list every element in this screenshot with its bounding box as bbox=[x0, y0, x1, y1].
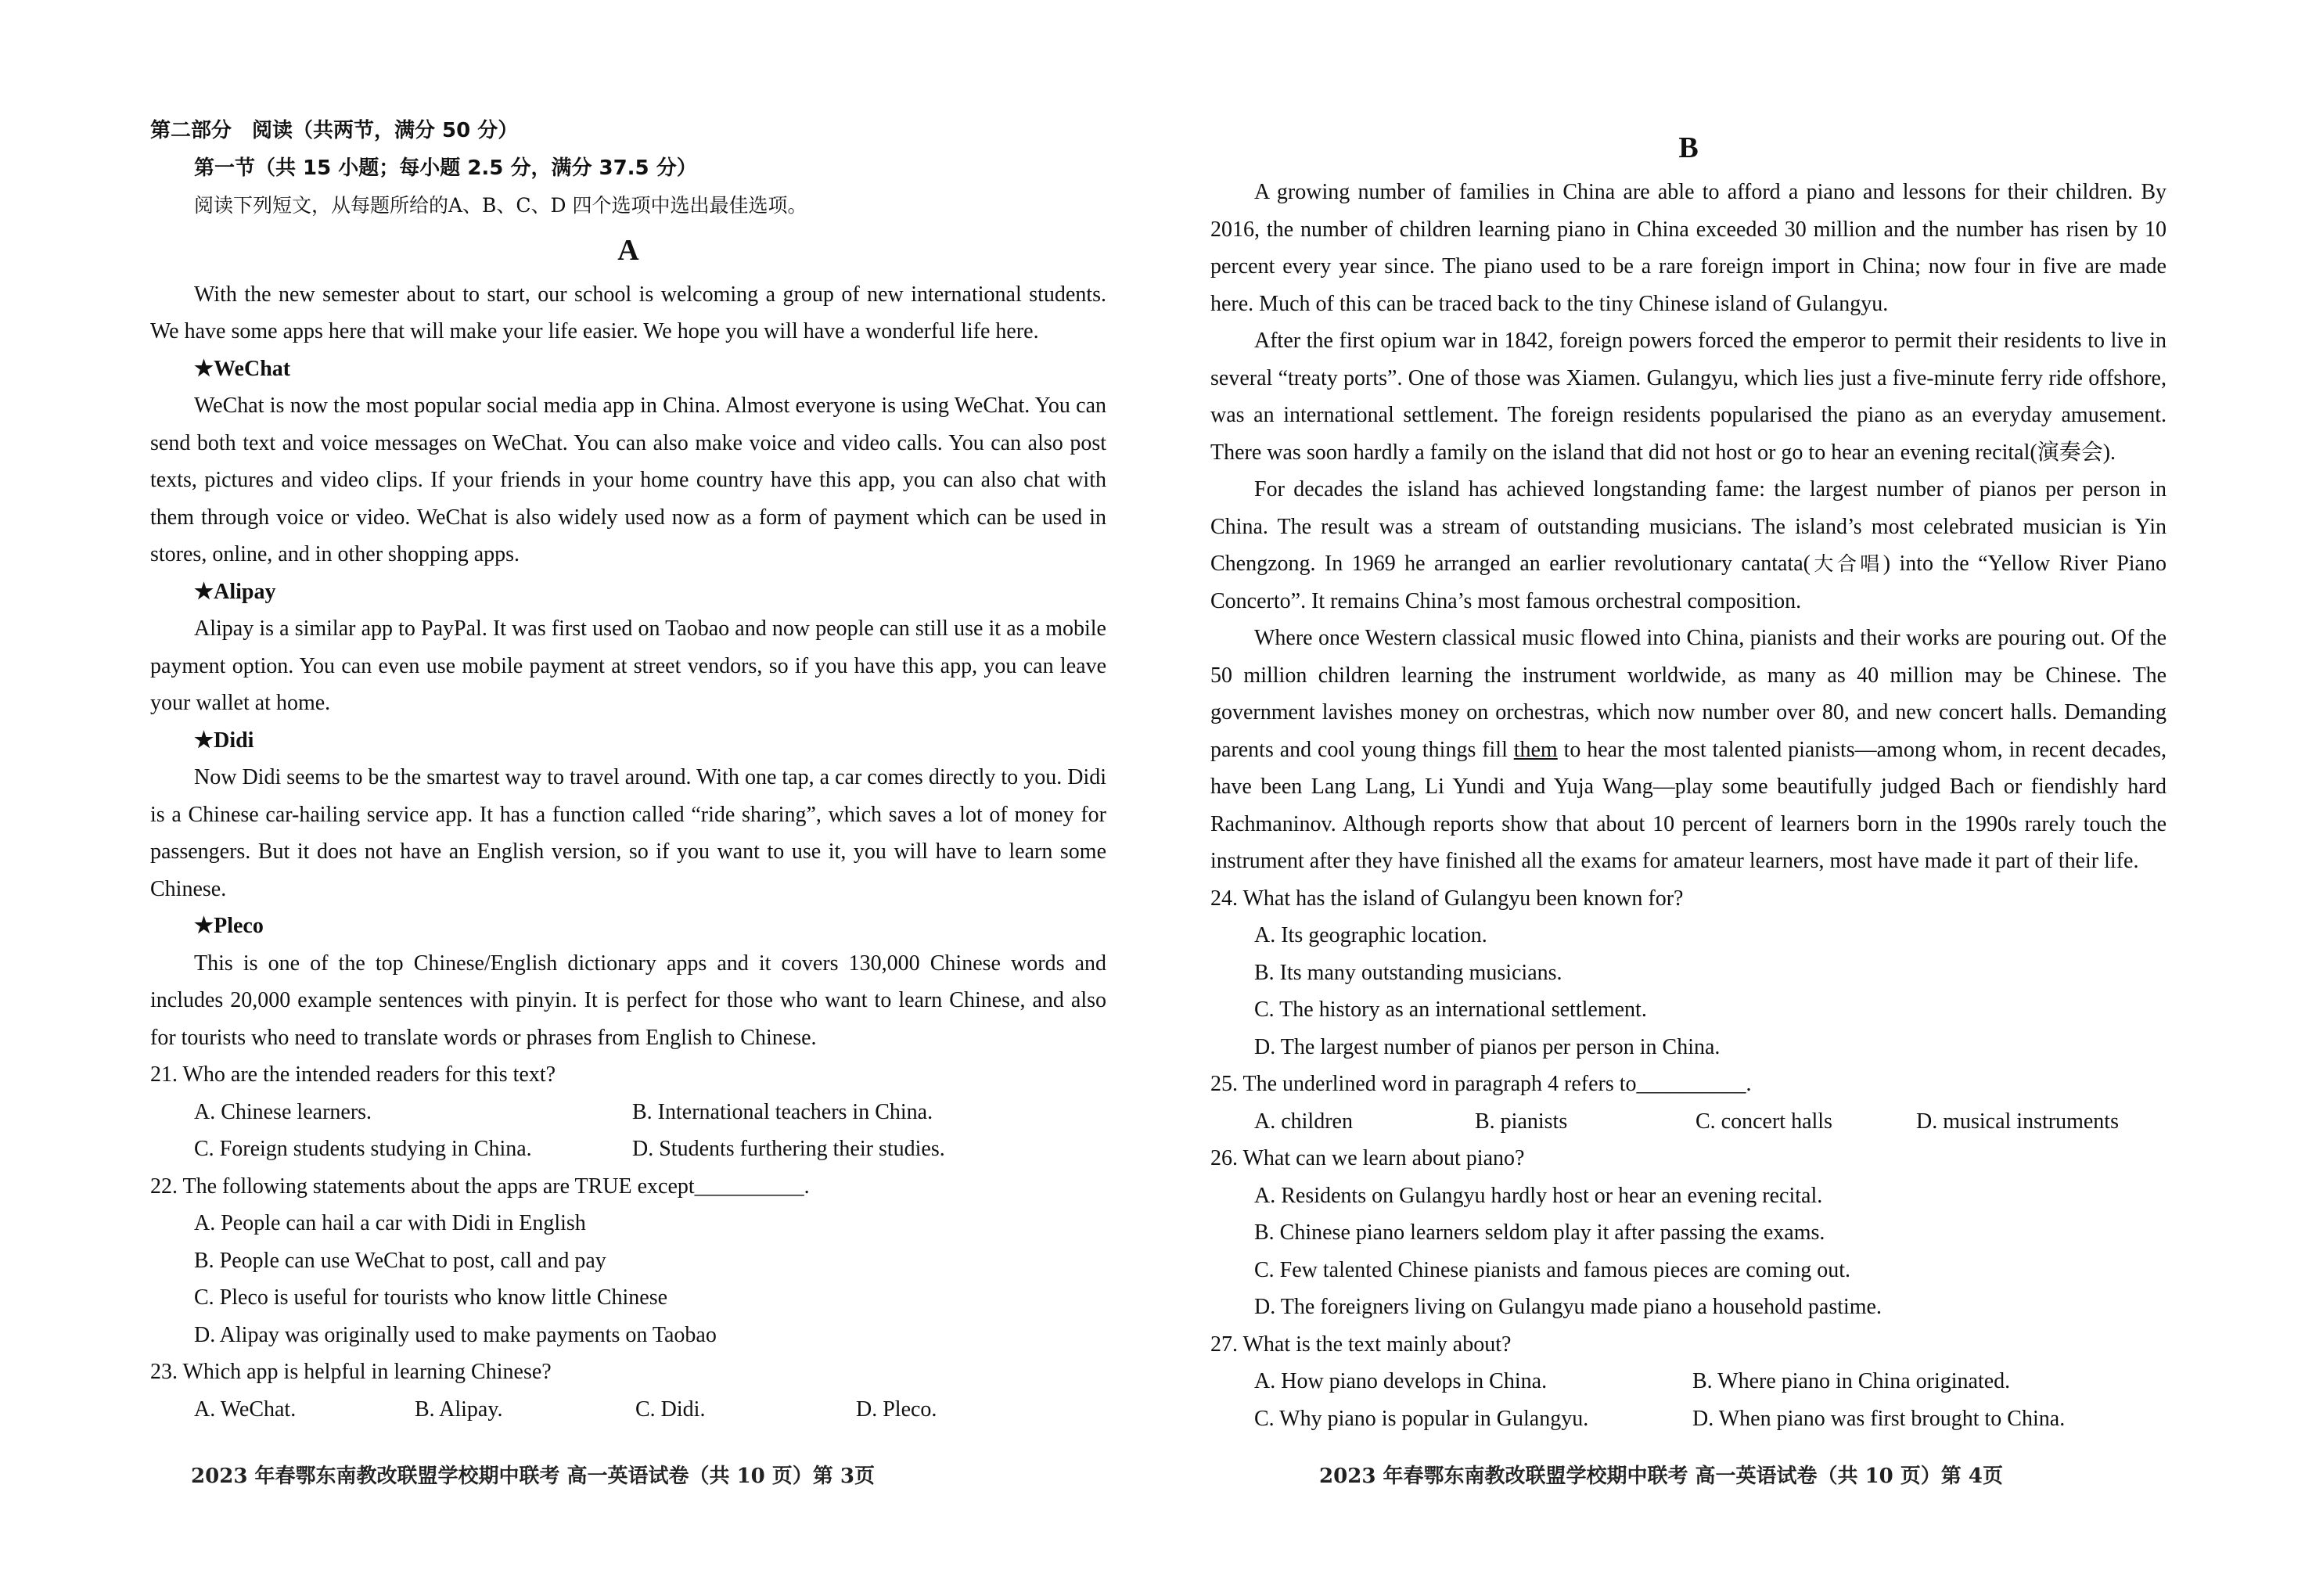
underlined-word-them: them bbox=[1513, 737, 1558, 762]
question-24-option-a: A. Its geographic location. bbox=[1254, 923, 1487, 947]
passage-b-title: B bbox=[1678, 131, 1699, 164]
question-27-option-a: A. How piano develops in China. bbox=[1254, 1369, 1548, 1393]
question-21-option-b: B. International teachers in China. bbox=[632, 1099, 933, 1124]
app-heading-wechat: ★WeChat bbox=[194, 356, 291, 381]
question-23-option-b: B. Alipay. bbox=[415, 1396, 503, 1422]
question-22-option-d: D. Alipay was originally used to make payments on Taobao bbox=[194, 1322, 717, 1347]
instructions: 阅读下列短文，从每题所给的A、B、C、D 四个选项中选出最佳选项。 bbox=[194, 194, 807, 217]
question-22-option-a: A. People can hail a car with Didi in English bbox=[194, 1211, 586, 1235]
page-right bbox=[1152, 0, 2305, 1596]
question-26-option-b: B. Chinese piano learners seldom play it after passing the exams. bbox=[1254, 1220, 1825, 1245]
app-text-didi: Now Didi seems to be the smartest way to travel around. With one tap, a car comes directly to you. Didi is a Chinese car-hailing service app. It has a function called “ride sharing”, which saves a lot of money for passengers. But it does not have an English version, so if you want to use it, you will have to learn some Chinese. bbox=[150, 765, 1106, 901]
question-25-option-d: D. musical instruments bbox=[1916, 1109, 2119, 1134]
question-27-option-c: C. Why piano is popular in Gulangyu. bbox=[1254, 1406, 1589, 1431]
question-21-option-a: A. Chinese learners. bbox=[194, 1099, 372, 1124]
question-22-stem: 22. The following statements about the apps are TRUE except__________. bbox=[150, 1174, 810, 1199]
question-26-stem: 26. What can we learn about piano? bbox=[1210, 1146, 1525, 1170]
question-25-stem: 25. The underlined word in paragraph 4 refers to__________. bbox=[1210, 1072, 1752, 1096]
question-23-stem: 23. Which app is helpful in learning Chinese? bbox=[150, 1360, 552, 1384]
passage-a-title: A bbox=[617, 233, 639, 267]
app-text-alipay: Alipay is a similar app to PayPal. It was first used on Taobao and now people can still use it as a mobile payment option. You can even use mobile payment at street vendors, so if you have this app, you can leave your wallet at home. bbox=[150, 616, 1106, 715]
paragraph-4-part-2: to hear the most talented pianists—among whom, in recent decades, have been Lang Lang, Li Yundi and Yuja Wang—play some beautifully judged Bach or fiendishly hard Rachmaninov. Although reports show that about 10 percent of learners born in the 1990s rarely touch the instrument after they have finished all the exams for amateur learners, most have made it part of their life. bbox=[1210, 737, 2167, 873]
question-24-option-b: B. Its many outstanding musicians. bbox=[1254, 960, 1562, 985]
question-27-options-row1 bbox=[1210, 1363, 2167, 1400]
question-21-options-row2 bbox=[150, 1130, 1106, 1168]
paragraph-4-part-1: Where once Western classical music flowed into China, pianists and their works are pouring out. Of the 50 million children learning the instrument worldwide, as many as 40 million may be Chinese. The government lavishes money on orchestras, which now number over 80, and new concert halls. Demanding parents and cool young things fill bbox=[1210, 626, 2167, 762]
question-21-option-d: D. Students furthering their studies. bbox=[632, 1137, 945, 1161]
app-heading-pleco: ★Pleco bbox=[194, 914, 264, 938]
page-left bbox=[0, 0, 1152, 1596]
question-26-option-a: A. Residents on Gulangyu hardly host or hear an evening recital. bbox=[1254, 1183, 1823, 1208]
question-27-option-d: D. When piano was first brought to China. bbox=[1692, 1406, 2066, 1431]
question-22-option-c: C. Pleco is useful for tourists who know little Chinese bbox=[194, 1285, 668, 1310]
question-22-option-b: B. People can use WeChat to post, call and pay bbox=[194, 1248, 606, 1273]
question-21-option-c: C. Foreign students studying in China. bbox=[194, 1137, 532, 1161]
question-25-options bbox=[1210, 1103, 2167, 1141]
passage-b-paragraph-3 bbox=[1210, 471, 2167, 620]
passage-b-paragraph-4 bbox=[1210, 620, 2167, 880]
paragraph-3-part-2: ) into the “Yellow River Piano Concerto”. It remains China’s most famous orchestral composition. bbox=[1210, 552, 2167, 613]
question-24-stem: 24. What has the island of Gulangyu been known for? bbox=[1210, 886, 1684, 911]
paragraph-3-part-1: For decades the island has achieved longstanding fame: the largest number of pianos per person in China. The result was a stream of outstanding musicians. The island’s most celebrated musician is Yin Chengzong. In 1969 he arranged an earlier revolutionary cantata( bbox=[1210, 477, 2167, 576]
passage-b-paragraph-2: After the first opium war in 1842, foreign powers forced the emperor to permit their residents to live in several “treaty ports”. One of those was Xiamen. Gulangyu, which lies just a five-minute ferry ride offshore, was an international settlement. The foreign residents popularised the piano as an everyday amusement. There was soon hardly a family on the island that did not host or go to hear an evening recital(演奏会). bbox=[1210, 329, 2167, 465]
question-25-option-b: B. pianists bbox=[1475, 1109, 1568, 1134]
section-heading: 第二部分 阅读（共两节，满分 50 分） bbox=[150, 119, 519, 142]
left-column bbox=[150, 113, 1106, 1428]
passage-b-paragraph-1: A growing number of families in China are able to afford a piano and lessons for their children. By 2016, the number of children learning piano in China exceeded 30 million and the number has risen by 10 percent every year since. The piano used to be a rare foreign import in China; now four in five are made here. Much of this can be traced back to the tiny Chinese island of Gulangyu. bbox=[1210, 180, 2167, 316]
question-25-option-a: A. children bbox=[1254, 1109, 1353, 1134]
passage-a-intro: With the new semester about to start, our school is welcoming a group of new international students. We have some apps here that will make your life easier. We hope you will have a wonderful life here. bbox=[150, 282, 1106, 343]
question-26-option-d: D. The foreigners living on Gulangyu made piano a household pastime. bbox=[1254, 1295, 1882, 1319]
question-26-option-c: C. Few talented Chinese pianists and famous pieces are coming out. bbox=[1254, 1257, 1851, 1282]
question-23-options bbox=[150, 1391, 1106, 1429]
subsection-heading: 第一节（共 15 小题；每小题 2.5 分，满分 37.5 分） bbox=[194, 156, 697, 180]
app-heading-didi: ★Didi bbox=[194, 728, 254, 753]
question-24-option-c: C. The history as an international settlement. bbox=[1254, 998, 1647, 1022]
app-heading-alipay: ★Alipay bbox=[194, 579, 276, 604]
right-column bbox=[1210, 122, 2167, 1437]
question-21-options-row1 bbox=[150, 1094, 1106, 1131]
app-text-wechat: WeChat is now the most popular social media app in China. Almost everyone is using WeChat. You can send both text and voice messages on WeChat. You can also make voice and video calls. You can also post texts, pictures and video clips. If your friends in your home country have this app, you can also chat with them through voice or video. WeChat is also widely used now as a form of payment which can be used in stores, online, and in other shopping apps. bbox=[150, 394, 1106, 566]
footer-page-4: 2023 年春鄂东南教改联盟学校期中联考 高一英语试卷（共 10 页）第 4页 bbox=[1319, 1465, 2003, 1488]
question-23-option-a: A. WeChat. bbox=[194, 1396, 297, 1422]
paragraph-3-chinese-note: 大合唱 bbox=[1811, 552, 1883, 575]
question-27-options-row2 bbox=[1210, 1400, 2167, 1438]
footer-page-3: 2023 年春鄂东南教改联盟学校期中联考 高一英语试卷（共 10 页）第 3页 bbox=[191, 1465, 875, 1488]
app-text-pleco: This is one of the top Chinese/English dictionary apps and it covers 130,000 Chinese words and includes 20,000 example sentences with pinyin. It is perfect for those who want to learn Chinese, and also for tourists who need to translate words or phrases from English to Chinese. bbox=[150, 951, 1106, 1050]
question-27-option-b: B. Where piano in China originated. bbox=[1692, 1369, 2011, 1393]
question-24-option-d: D. The largest number of pianos per person in China. bbox=[1254, 1034, 1721, 1059]
question-27-stem: 27. What is the text mainly about? bbox=[1210, 1332, 1512, 1357]
question-23-option-c: C. Didi. bbox=[635, 1396, 706, 1422]
question-25-option-c: C. concert halls bbox=[1695, 1109, 1832, 1134]
question-21-stem: 21. Who are the intended readers for this text? bbox=[150, 1062, 556, 1087]
question-23-option-d: D. Pleco. bbox=[856, 1396, 937, 1422]
